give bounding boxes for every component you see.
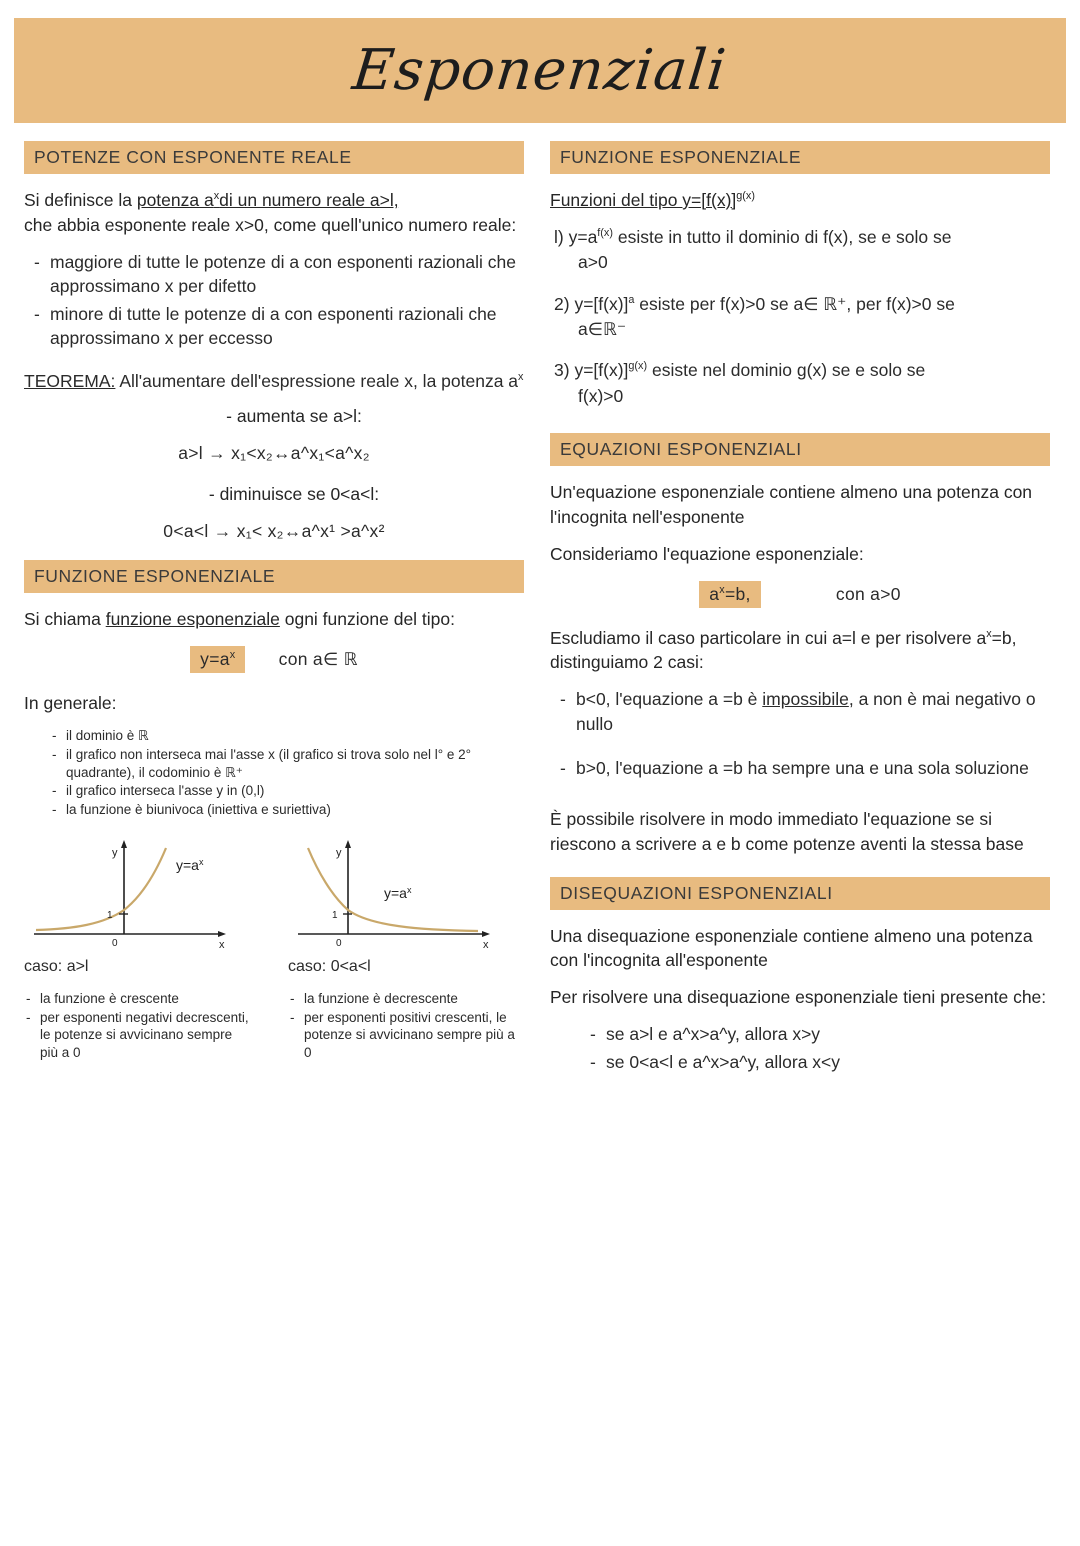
notes-page [0, 18, 1080, 1546]
list-item: - se a>l e a^x>a^y, allora x>y [580, 1022, 1050, 1047]
potenze-bullet-list [24, 250, 524, 351]
equazioni-risoluzione: È possibile risolvere in modo immediato l'equazione se si riescono a scrivere a e b come potenze aventi la stessa base [550, 808, 1024, 854]
section-header-funzione-esponenziale-right: FUNZIONE ESPONENZIALE [550, 141, 1050, 174]
page-title: Esponenziali [350, 38, 730, 103]
graph-one-label: 1 [107, 910, 113, 922]
potenze-definition [24, 188, 524, 238]
teorema-case-2: - diminuisce se 0<a<l: [208, 483, 380, 504]
graph-y-axis-label: y [336, 847, 342, 860]
teorema-label: TEOREMA: [24, 370, 116, 391]
list-item: - il grafico interseca l'asse y in (0,l) [50, 782, 524, 800]
section-header-disequazioni: DISEQUAZIONI ESPONENZIALI [550, 877, 1050, 910]
graph-increasing-svg [24, 834, 244, 954]
disequazioni-definition: Una disequazione esponenziale contiene almeno una potenza con l'incognita all'esponente [550, 925, 1033, 971]
graph-caption-decreasing: caso: 0<a<l [288, 958, 371, 976]
two-column-layout [0, 123, 1080, 1086]
graph-decreasing [288, 834, 508, 954]
equazioni-definition: Un'equazione esponenziale contiene almeno una potenza con l'incognita nell'esponente [550, 482, 1033, 527]
teorema-formula-2: 0<a<l → x₁< x₂↔a^x¹ >a^x² [163, 520, 385, 541]
section-header-potenze: POTENZE CON ESPONENTE REALE [24, 141, 524, 174]
teorema-formula-1: a>l → x₁<x₂↔a^x₁<a^x₂ [178, 442, 370, 463]
formula-highlight: $y=a^x$ [190, 646, 245, 673]
title-banner [14, 18, 1066, 123]
graph-origin-label: 0 [336, 938, 342, 950]
equazioni-casi-intro: Escludiamo il caso particolare in cui a=l e per risolvere $a^x=b$, distinguiamo 2 casi: [550, 627, 1017, 673]
list-item: - b>0, l'equazione a =b ha sempre una e una sola soluzione [550, 756, 1050, 781]
case-number: 2) [554, 293, 570, 314]
list-item: - per esponenti positivi crescenti, le potenze si avvicinano sempre più a 0 [288, 1009, 516, 1062]
equazioni-case-list [550, 687, 1050, 736]
equazioni-consider: Consideriamo l'equazione esponenziale: [550, 543, 864, 564]
graph-curve-label: $y=a^x$ [176, 857, 204, 874]
funzione-definition: Si chiama funzione esponenziale ogni funzione del tipo: [24, 608, 456, 629]
funzione-case-3: 3) $y=[f(x)]^{g(x)}$ esiste nel dominio g(x) se e solo se f(x)>0 [554, 360, 926, 406]
graph-cell-decreasing [288, 834, 516, 1073]
graph-y-axis-label: y [112, 847, 118, 860]
definition-lead: Si definisce la [24, 190, 137, 210]
graph-origin-label: 0 [112, 938, 118, 950]
funzione-case-1: l) $y=a^{f(x)}$ esiste in tutto il dominio di f(x), se e solo se a>0 [554, 226, 952, 273]
graph-decreasing-svg [288, 834, 508, 954]
graph-increasing [24, 834, 244, 954]
graph-cell-increasing [24, 834, 252, 1073]
graph-caption-increasing: caso: a>l [24, 958, 89, 976]
graphs-row [24, 834, 524, 1073]
definition-underlined: potenza $a^xdi$ un numero reale a>l, [136, 190, 399, 210]
section-header-funzione-esponenziale-left: FUNZIONE ESPONENZIALE [24, 560, 524, 593]
graph-curve-label: $y=a^x$ [384, 885, 412, 902]
case-number: 3) [554, 360, 570, 381]
section-header-equazioni: EQUAZIONI ESPONENZIALI [550, 433, 1050, 466]
list-item: - il dominio è ℝ [50, 727, 524, 745]
funzione-underlined: funzione esponenziale [105, 608, 280, 629]
equazione-formula-row [550, 581, 1050, 608]
equazione-formula-condition: con a>0 [835, 583, 901, 604]
graph-notes-decreasing [288, 990, 516, 1061]
teorema-text: All'aumentare dell'espressione reale x, la potenza a [119, 370, 519, 391]
list-item: - la funzione è biunivoca (iniettiva e suriettiva) [50, 801, 524, 819]
funzione-case-2: 2) $y=[f(x)]^a$ esiste per f(x)>0 se a∈ ℝ⁺, per f(x)>0 se a∈ℝ⁻ [554, 293, 955, 339]
case-number: l) [554, 226, 564, 247]
list-item: - se 0<a<l e a^x>a^y, allora x<y [580, 1050, 1050, 1075]
equazioni-case-list-2 [550, 756, 1050, 781]
graph-x-axis-label: x [219, 939, 225, 952]
list-item: - b<0, l'equazione a =b è impossibile, a non è mai negativo o nullo [550, 687, 1050, 736]
left-column [24, 141, 524, 1086]
disequazioni-intro: Per risolvere una disequazione esponenziale tieni presente che: [550, 987, 1047, 1008]
graph-one-label: 1 [332, 910, 338, 922]
graph-notes-increasing [24, 990, 252, 1061]
in-generale-label: In generale: [24, 692, 117, 713]
definition-rest: che abbia esponente reale x>0, come quell'unico numero reale: [24, 214, 517, 235]
graph-x-axis-label: x [483, 939, 489, 952]
list-item: - la funzione è crescente [24, 990, 252, 1008]
list-item: - per esponenti negativi decrescenti, le potenze si avvicinano sempre più a 0 [24, 1009, 252, 1062]
funzioni-tipo-intro: Funzioni del tipo $y=[f(x)]^{g(x)}$ [550, 190, 755, 210]
list-item: - maggiore di tutte le potenze di a con esponenti razionali che approssimano x per difetto [24, 250, 524, 299]
disequazioni-rules-list [580, 1022, 1050, 1074]
teorema-case-1: - aumenta se a>l: [226, 406, 362, 427]
formula-condition: con a∈ ℝ [278, 648, 358, 669]
equazione-formula-highlight: $a^x=b$, [699, 581, 761, 608]
right-column [550, 141, 1050, 1086]
funzione-properties-list [50, 727, 524, 818]
list-item: - il grafico non interseca mai l'asse x (il grafico si trova solo nel l° e 2° quadrante), il codominio è ℝ⁺ [50, 746, 524, 781]
teorema-block: TEOREMA: All'aumentare dell'espressione reale x, la potenza $a^x$ [24, 370, 524, 391]
list-item: - la funzione è decrescente [288, 990, 516, 1008]
funzione-formula-row [24, 646, 524, 673]
list-item: - minore di tutte le potenze di a con esponenti razionali che approssimano x per eccesso [24, 302, 524, 351]
